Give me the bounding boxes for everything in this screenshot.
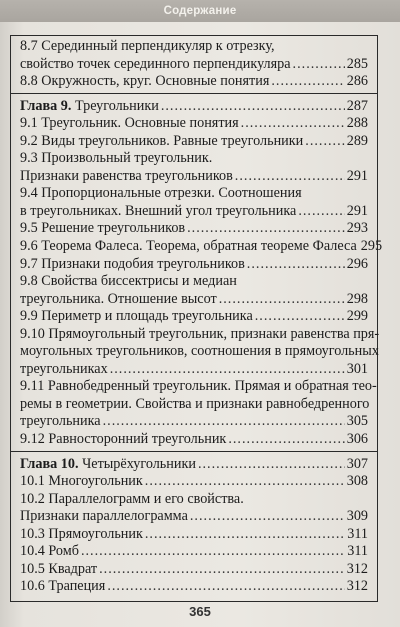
toc-page-number: 298 <box>346 290 368 307</box>
toc-entry-line <box>20 543 368 561</box>
toc-entry-text: Признаки параллелограмма <box>20 508 188 525</box>
toc-page-number: 311 <box>347 543 368 560</box>
toc-entry[interactable] <box>20 431 368 449</box>
dot-leader <box>255 308 345 326</box>
toc-entry-line <box>20 508 368 526</box>
toc-entry-line <box>20 256 368 274</box>
toc-page-number: 296 <box>346 255 368 272</box>
dot-leader <box>110 361 345 379</box>
toc-entry-line <box>20 413 368 431</box>
toc-page-number: 291 <box>346 167 368 184</box>
chapter-heading[interactable] <box>20 98 368 116</box>
toc-entry-text: 9.6 Теорема Фалеса. Теорема, обратная теореме Фалеса <box>20 238 357 255</box>
dot-leader <box>271 73 344 91</box>
toc-entry-text: 8.7 Серединный перпендикуляр к отрезку, <box>20 38 275 54</box>
toc-entry-text: ремы в геометрии. Свойства и признаки равнобедренного <box>20 395 370 412</box>
toc-entry-line <box>20 73 368 91</box>
chapter-title <box>20 456 196 474</box>
toc-entry[interactable] <box>20 491 368 526</box>
toc-entry-text: 9.11 Равнобедренный треугольник. Прямая и обратная тео- <box>20 378 377 395</box>
toc-entry-line <box>20 56 368 74</box>
dot-leader <box>305 133 344 151</box>
toc-entry-line <box>20 561 368 579</box>
toc-page-number: 289 <box>346 132 368 149</box>
toc-entry-line <box>20 308 368 326</box>
toc-entry-line <box>20 491 368 509</box>
toc-page-number: 293 <box>346 220 368 237</box>
toc-entry-text: 9.5 Решение треугольников <box>20 220 186 237</box>
chapter-heading[interactable] <box>20 456 368 474</box>
toc-entry-line <box>20 526 368 544</box>
dot-leader <box>107 578 344 596</box>
toc-entry-text: Признаки равенства треугольников <box>20 167 233 184</box>
dot-leader <box>190 508 345 526</box>
toc-entry-text: 9.7 Признаки подобия треугольников <box>20 255 245 272</box>
dot-leader <box>145 473 345 491</box>
running-header-title: Содержание <box>163 5 237 17</box>
toc-entry-line <box>20 343 379 361</box>
toc-entry-text: свойство точек серединного перпендикуляра <box>20 55 291 72</box>
dot-leader <box>161 98 345 116</box>
toc-page-number: 305 <box>346 413 368 430</box>
toc-entry-text: 10.6 Трапеция <box>20 578 106 595</box>
toc-entry[interactable] <box>20 238 383 256</box>
toc-page-number: 295 <box>360 238 383 255</box>
toc-entry-text: 9.3 Произвольный треугольник. <box>20 150 213 167</box>
section-divider <box>11 93 377 94</box>
dot-leader <box>81 543 345 561</box>
toc-entry-line <box>20 203 368 221</box>
toc-entry-text: 9.8 Свойства биссектрисы и медиан <box>20 273 237 290</box>
toc-entry[interactable] <box>20 256 368 274</box>
toc-entry-text: 10.2 Параллелограмм и его свойства. <box>20 490 244 507</box>
toc-entry[interactable] <box>20 38 368 73</box>
toc-entry[interactable] <box>20 378 377 431</box>
toc-entry[interactable] <box>20 73 368 91</box>
dot-leader <box>293 56 345 74</box>
table-of-contents <box>10 35 383 602</box>
toc-entry-text: треугольниках <box>20 360 108 377</box>
toc-entry[interactable] <box>20 150 368 185</box>
dot-leader <box>235 168 345 186</box>
toc-entry-text: 9.2 Виды треугольников. Равные треугольники <box>20 132 304 149</box>
toc-entry-text: в треугольниках. Внешний угол треугольника <box>20 202 297 219</box>
chapter-name: Треугольники <box>71 97 159 114</box>
dot-leader <box>103 413 345 431</box>
toc-entry[interactable] <box>20 561 368 579</box>
toc-entry-line <box>20 168 368 186</box>
toc-entry-line <box>20 238 383 256</box>
dot-leader <box>298 203 344 221</box>
chapter-page-number: 287 <box>346 97 368 114</box>
toc-entry-text: 9.1 Треугольник. Основные понятия <box>20 115 239 132</box>
chapter-name: Четырёхугольники <box>78 455 196 472</box>
dot-leader <box>219 291 345 309</box>
toc-page-number: 286 <box>346 73 368 90</box>
toc-page-number: 299 <box>346 308 368 325</box>
toc-entry-line <box>20 473 368 491</box>
toc-page-number: 306 <box>346 431 368 448</box>
toc-entry-text: 9.9 Периметр и площадь треугольника <box>20 308 253 325</box>
toc-page-number: 309 <box>346 508 368 525</box>
toc-page-number: 311 <box>347 525 368 542</box>
dot-leader <box>145 526 345 544</box>
toc-entry-line <box>20 396 368 414</box>
toc-page-number: 285 <box>346 55 368 72</box>
toc-entry-line <box>20 115 368 133</box>
toc-entry[interactable] <box>20 578 368 596</box>
toc-entry-text: 10.4 Ромб <box>20 543 79 560</box>
toc-entry[interactable] <box>20 185 368 220</box>
toc-page-number: 301 <box>346 360 368 377</box>
toc-entry-line <box>20 185 368 203</box>
dot-leader <box>99 561 345 579</box>
toc-entry-line <box>20 325 380 344</box>
dot-leader <box>228 431 344 449</box>
toc-entry-text: треугольника <box>20 413 101 430</box>
toc-entry-line <box>20 133 368 151</box>
toc-entry-line <box>20 361 368 379</box>
dot-leader <box>247 256 345 274</box>
section-divider <box>11 451 377 452</box>
toc-page-number: 312 <box>346 560 368 577</box>
toc-entry-line <box>20 273 368 291</box>
toc-entry[interactable] <box>20 273 368 308</box>
toc-entry-line <box>20 578 368 596</box>
toc-entry[interactable] <box>20 220 368 238</box>
toc-entry-text: 10.1 Многоугольник <box>20 473 143 490</box>
dot-leader <box>241 115 345 133</box>
toc-entry-line <box>20 220 368 238</box>
toc-entry-line <box>20 431 368 449</box>
toc-entry[interactable] <box>20 526 368 544</box>
toc-entry-line <box>20 378 377 396</box>
dot-leader <box>198 456 345 474</box>
toc-page-number: 308 <box>346 473 368 490</box>
chapter-label: Глава 10. <box>20 455 79 472</box>
chapter-page-number: 307 <box>346 455 368 472</box>
toc-entry[interactable] <box>20 473 368 491</box>
toc-entry-text: моугольных треугольников, соотношения в прямоугольных <box>20 343 379 360</box>
chapter-title <box>20 98 159 116</box>
toc-entry-text: 8.8 Окружность, круг. Основные понятия <box>20 73 270 90</box>
toc-entry[interactable] <box>20 308 368 326</box>
toc-entry-text: треугольника. Отношение высот <box>20 290 217 307</box>
toc-page-number: 291 <box>346 202 368 219</box>
toc-entry-line <box>20 291 368 309</box>
running-header <box>0 0 400 22</box>
toc-page-number: 288 <box>346 115 368 132</box>
page-number: 365 <box>189 604 211 619</box>
toc-entry-text: 10.5 Квадрат <box>20 560 98 577</box>
toc-entry-text: 9.12 Равносторонний треугольник <box>20 431 227 448</box>
toc-entry-text: 9.10 Прямоугольный треугольник, признаки равенства пря- <box>20 325 380 342</box>
chapter-label: Глава 9. <box>20 97 72 114</box>
toc-page-number: 312 <box>346 578 368 595</box>
dot-leader <box>187 220 345 238</box>
toc-entry-text: 10.3 Прямоугольник <box>20 525 143 542</box>
toc-entry-text: 9.4 Пропорциональные отрезки. Соотношения <box>20 185 302 202</box>
toc-entry-line <box>20 150 368 168</box>
toc-entry[interactable] <box>20 115 368 133</box>
toc-entry[interactable] <box>20 133 368 151</box>
toc-entry[interactable] <box>20 325 380 379</box>
toc-entry[interactable] <box>20 543 368 561</box>
toc-entry-line <box>20 38 368 56</box>
